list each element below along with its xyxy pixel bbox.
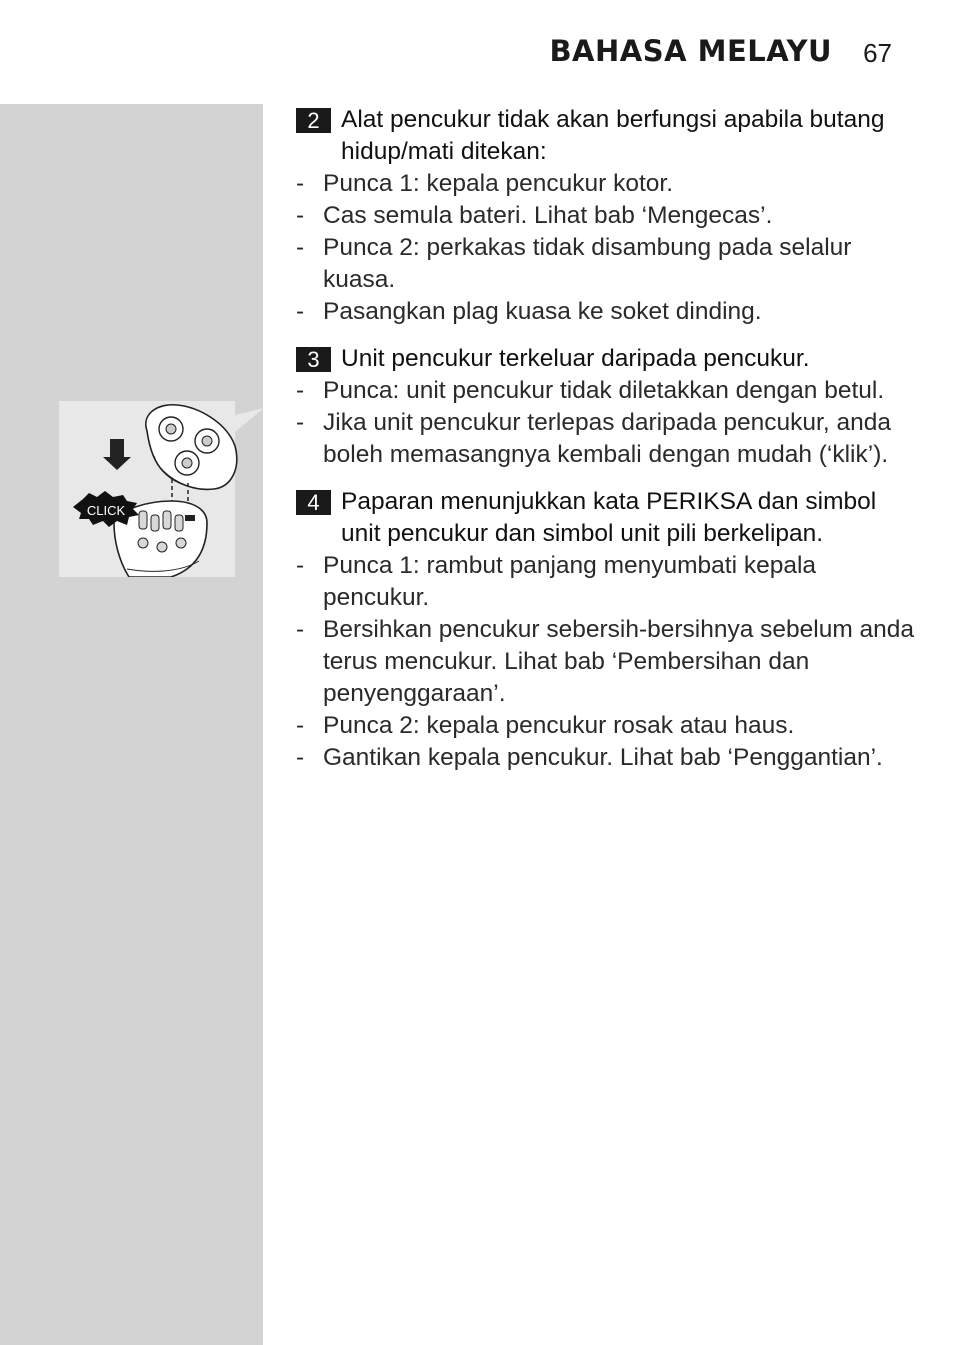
step-heading-text: Paparan menunjukkan kata PERIKSA dan simbol unit pencukur dan simbol unit pili berkelipan. [341, 488, 877, 547]
list-item: - Punca 1: rambut panjang menyumbati kepala pencukur. [296, 550, 916, 614]
callout-pointer [235, 408, 264, 432]
step-heading-text: Alat pencukur tidak akan berfungsi apabila butang hidup/mati ditekan: [341, 106, 885, 165]
step-items [296, 168, 916, 328]
list-item: - Pasangkan plag kuasa ke soket dinding. [296, 296, 916, 328]
list-item: - Cas semula bateri. Lihat bab ‘Mengecas’. [296, 200, 916, 232]
page-number: 67 [863, 38, 892, 68]
list-item: - Bersihkan pencukur sebersih-bersihnya sebelum anda terus mencukur. Lihat bab ‘Pembersihan dan penyenggaraan’. [296, 614, 916, 710]
page-title: BAHASA MELAYU [549, 34, 832, 68]
step-heading [296, 486, 916, 550]
step-number-badge: 3 [296, 347, 331, 372]
list-item: - Punca: unit pencukur tidak diletakkan dengan betul. [296, 375, 916, 407]
click-label: CLICK [86, 503, 126, 518]
step-items [296, 375, 916, 471]
step-number-badge: 2 [296, 108, 331, 133]
section-2 [296, 104, 916, 328]
list-item: - Punca 1: kepala pencukur kotor. [296, 168, 916, 200]
shaver-unit-click-illustration [59, 401, 264, 577]
step-items [296, 550, 916, 774]
step-heading [296, 104, 916, 168]
list-item: - Punca 2: perkakas tidak disambung pada selalur kuasa. [296, 232, 916, 296]
list-item: - Punca 2: kepala pencukur rosak atau haus. [296, 710, 916, 742]
list-item: - Jika unit pencukur terlepas daripada pencukur, anda boleh memasangnya kembali dengan mudah (‘klik’). [296, 407, 916, 471]
list-item: - Gantikan kepala pencukur. Lihat bab ‘Penggantian’. [296, 742, 916, 774]
sidebar-panel [0, 104, 263, 1345]
troubleshooting-content [296, 104, 916, 789]
section-3 [296, 343, 916, 471]
step-heading-text: Unit pencukur terkeluar daripada pencukur. [341, 345, 810, 372]
step-number-badge: 4 [296, 490, 331, 515]
step-heading [296, 343, 916, 375]
section-4 [296, 486, 916, 774]
